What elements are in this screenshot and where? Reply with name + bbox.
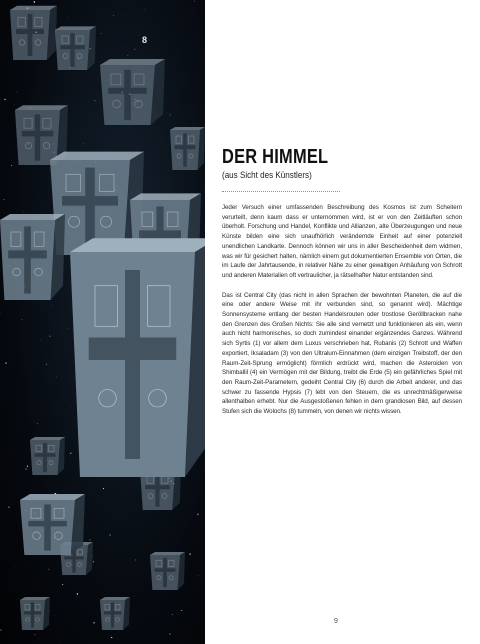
block-top <box>15 105 68 110</box>
block-top <box>70 238 205 252</box>
star <box>170 114 171 115</box>
star <box>3 199 4 200</box>
floating-block <box>55 26 96 70</box>
floating-block <box>10 6 57 60</box>
star <box>56 377 57 378</box>
block-top <box>20 597 50 600</box>
floating-block <box>20 597 50 630</box>
star <box>101 33 102 34</box>
block-carving <box>183 133 187 167</box>
block-carving <box>24 226 31 293</box>
block-carving <box>44 504 51 550</box>
star <box>16 92 17 93</box>
body-paragraph-1: Jeder Versuch einer umfassenden Beschreibung des Kosmos ist zum Scheitern verurteilt, denn kaum dass er unternommen wird, ist er von den Zeitläuften schon überholt. Forschung und Handel, Konflikte und Allianzen, alte Überzeugungen und neue Künste bilden eine sich unaufhörlich verändernde Einheit auf einer potenziell unendlichen Landkarte. Dennoch können wir uns in aller Bescheidenheit dem widmen, was wir für gesichert halten, nämlich einem gut dokumentierten Ensemble von Orten, die im Laufe der Jahrtausende, in relativer Nähe zu einer gewaltigen Anhäufung von Schrott und anderen Materialien oft vertraulicher, ja rätselhafter Natur entstanden sind. <box>222 204 462 279</box>
space-structures-illustration <box>0 0 205 644</box>
block-carving <box>35 453 56 457</box>
star <box>127 55 128 56</box>
star <box>83 143 84 144</box>
star <box>0 629 1 630</box>
block-top <box>20 494 85 500</box>
floating-block <box>170 127 205 170</box>
star <box>70 406 71 407</box>
star <box>194 1 195 2</box>
star <box>23 211 24 212</box>
block-carving <box>31 602 34 627</box>
block-top <box>0 214 65 220</box>
page-title: DER HIMMEL <box>222 146 329 168</box>
block-carving <box>125 270 140 459</box>
block-carving <box>35 114 40 160</box>
star <box>103 488 104 489</box>
block-carving <box>89 338 177 361</box>
star <box>169 633 170 634</box>
block-top <box>150 552 185 555</box>
star <box>22 319 23 320</box>
block-carving <box>104 611 122 614</box>
star <box>37 423 38 424</box>
block-carving <box>62 196 118 206</box>
block-carving <box>111 602 114 627</box>
block-top <box>130 193 201 200</box>
body-paragraph-2: Das ist Central City (das nicht in allen Sprachen der bewohnten Planeten, die auf die eine oder andere Weise mit ihr verbunden sind, so genannt wird). Mächtige Sonnensysteme entlang der besten Handelsrouten oder trostlose Geröllbracken nahe den Grenzen des Großen Nichts: Sie alle sind vernetzt und funktionieren als ein, wenn auch nicht harmonisches, so doch zumindest einander ergänzendes Ganzes. Während sich Syrtis (1) vor allem dem Luxus verschrieben hat, Rubanis (2) Schrott und Waffen exportiert, Iksaladam (3) von den Ultralum-Einnahmen (dem einzigen Treibstoff, der den Raum-Zeit-Sprung ermöglicht) förmlich erdrückt wird, machen die Asteroiden von Shimballil (4) ein Vermögen mit der Bildung, treibt die Erde (5) ein gefährliches Spiel mit den Raum-Zeit-Parametern, gedeiht Central City (6) durch die Arbeit anderer, und das schwer zu fassende Hypsis (7) lebt von den Steuern, die es unrechtmäßigerweise allenthalben erhebt. Nur die Ausgestoßenen fehlen in dem grandiosen Bild, auf dessen Stufen sich die Wolochs (8) tummeln, von denen wir nichts wissen. <box>222 291 462 416</box>
block-top <box>100 59 165 65</box>
block-carving <box>175 145 196 149</box>
star <box>113 15 114 16</box>
illustration-canvas <box>0 0 205 644</box>
article <box>222 146 462 417</box>
star <box>189 553 190 554</box>
block-carving <box>24 611 42 614</box>
star <box>16 567 17 568</box>
chapter-number: 8 <box>142 35 148 45</box>
block-carving <box>70 33 74 67</box>
floating-block <box>100 597 130 630</box>
page-subtitle: (aus Sicht des Künstlers) <box>222 170 312 181</box>
star <box>70 453 71 454</box>
dotted-divider <box>222 191 340 192</box>
block-carving <box>85 168 95 248</box>
star <box>111 637 112 638</box>
star <box>134 49 135 50</box>
star <box>197 514 199 516</box>
star <box>14 104 15 105</box>
block-carving <box>28 14 33 56</box>
block-carving <box>43 443 47 472</box>
star <box>34 1 36 3</box>
block-carving <box>8 250 47 258</box>
star <box>93 622 95 624</box>
block-top <box>50 152 144 160</box>
block-top <box>100 597 130 600</box>
floating-block <box>30 437 65 475</box>
star <box>135 560 136 561</box>
floating-block <box>100 59 165 125</box>
star <box>25 468 27 470</box>
star <box>198 575 199 576</box>
floating-block <box>70 238 205 477</box>
block-carving <box>139 230 181 238</box>
star <box>93 561 94 562</box>
star <box>144 9 145 10</box>
star <box>34 634 35 635</box>
block-carving <box>28 521 67 527</box>
star <box>172 614 173 615</box>
star <box>5 362 6 363</box>
block-carving <box>22 131 54 137</box>
block-top <box>170 127 205 130</box>
star <box>48 569 49 570</box>
block-top <box>55 26 96 30</box>
block-carving <box>124 70 131 120</box>
star <box>67 328 68 329</box>
block-carving <box>155 473 159 507</box>
star <box>46 364 47 365</box>
star <box>27 466 28 467</box>
star <box>109 534 111 536</box>
star <box>4 99 5 100</box>
block-carving <box>145 485 170 489</box>
block-top <box>10 6 57 10</box>
block-carving <box>108 88 147 94</box>
star <box>181 610 182 611</box>
block-carving <box>64 556 84 559</box>
floating-block <box>0 214 65 300</box>
block-carving <box>16 29 44 34</box>
block-carving <box>60 45 85 49</box>
star <box>52 305 53 306</box>
star <box>49 336 50 337</box>
page-number: 9 <box>334 618 338 625</box>
star <box>62 584 63 585</box>
star <box>8 506 10 508</box>
star <box>41 339 42 340</box>
star <box>0 313 1 314</box>
floating-block <box>150 552 185 590</box>
block-carving <box>163 558 167 587</box>
star <box>11 165 12 166</box>
star <box>3 158 4 159</box>
star <box>94 100 95 101</box>
floating-block <box>20 494 85 555</box>
block-top <box>30 437 65 440</box>
block-carving <box>155 568 176 572</box>
star <box>77 593 78 594</box>
star <box>89 539 90 540</box>
